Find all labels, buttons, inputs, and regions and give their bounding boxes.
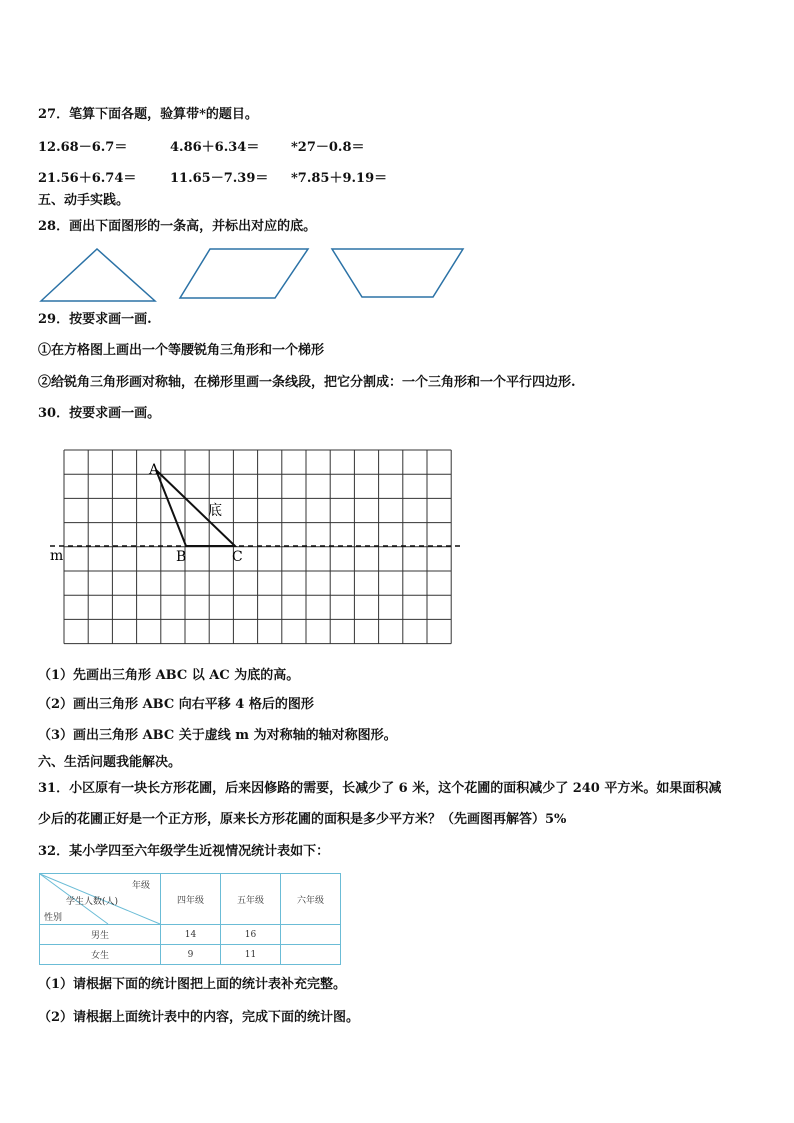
- q27-expr-6: *7.85＋9.19＝: [291, 171, 388, 186]
- section5-heading: 五、动手实践。: [38, 193, 130, 208]
- table-cell: [281, 945, 341, 965]
- q28-title: 28．画出下面图形的一条高，并标出对应的底。: [38, 219, 317, 234]
- parallelogram-shape: [180, 249, 308, 298]
- label-base: 底: [208, 503, 222, 519]
- triangle-shape: [41, 249, 155, 301]
- corner-label-grade: 年级: [132, 881, 151, 891]
- q29-item-1: ①在方格图上画出一个等腰锐角三角形和一个梯形: [38, 343, 325, 358]
- table-row: [40, 945, 341, 965]
- header-grade-5: 五年级: [221, 874, 281, 925]
- q30-item-2: （2）画出三角形 ABC 向右平移 4 格后的图形: [38, 697, 314, 712]
- q30-item-3: （3）画出三角形 ABC 关于虚线 m 为对称轴的轴对称图形。: [38, 728, 397, 743]
- header-grade-6: 六年级: [281, 874, 341, 925]
- label-b: B: [176, 549, 187, 565]
- q27-expr-2: 4.86＋6.34＝: [170, 140, 260, 155]
- corner-label-count: 学生人数(人): [66, 897, 119, 907]
- table-row: [40, 925, 341, 945]
- q30-item-1: （1）先画出三角形 ABC 以 AC 为底的高。: [38, 668, 300, 683]
- q31-line-2: 少后的花圃正好是一个正方形，原来长方形花圃的面积是多少平方米？（先画图再解答）5%: [38, 812, 567, 827]
- triangle-abc: [156, 470, 235, 546]
- q32-title: 32．某小学四至六年级学生近视情况统计表如下：: [38, 844, 330, 859]
- q27-title: 27．笔算下面各题，验算带*的题目。: [38, 107, 258, 122]
- table-cell: 11: [221, 945, 281, 965]
- q29-item-2: ②给锐角三角形画对称轴，在梯形里画一条线段，把它分割成：一个三角形和一个平行四边形.: [38, 375, 576, 390]
- statistics-table: [39, 873, 341, 965]
- table-cell: 14: [161, 925, 221, 945]
- row-label-girls: 女生: [40, 945, 161, 965]
- q32-item-1: （1）请根据下面的统计图把上面的统计表补充完整。: [38, 977, 347, 992]
- q28-shapes: [0, 245, 794, 305]
- label-m: m: [50, 548, 64, 564]
- label-a: A: [149, 462, 160, 478]
- q27-expr-5: 11.65－7.39＝: [170, 171, 269, 186]
- corner-label-gender: 性别: [44, 913, 63, 923]
- q30-grid-figure: [50, 445, 470, 645]
- q27-expr-1: 12.68－6.7＝: [38, 140, 128, 155]
- header-grade-4: 四年级: [161, 874, 221, 925]
- q30-title: 30．按要求画一画。: [38, 406, 161, 421]
- q29-title: 29．按要求画一画.: [38, 312, 152, 327]
- table-cell: 9: [161, 945, 221, 965]
- trapezoid-shape: [332, 249, 463, 297]
- table-corner-cell: [40, 874, 161, 925]
- q32-item-2: （2）请根据上面统计表中的内容，完成下面的统计图。: [38, 1010, 360, 1025]
- label-c: C: [232, 549, 243, 565]
- q27-expr-4: 21.56＋6.74＝: [38, 171, 137, 186]
- square-grid: [64, 450, 451, 644]
- q31-line-1: 31．小区原有一块长方形花圃，后来因修路的需要，长减少了 6 米，这个花圃的面积减少了 240 平方米。如果面积减: [38, 781, 722, 796]
- section6-heading: 六、生活问题我能解决。: [38, 755, 182, 770]
- row-label-boys: 男生: [40, 925, 161, 945]
- table-cell: 16: [221, 925, 281, 945]
- q27-expr-3: *27－0.8＝: [291, 140, 365, 155]
- table-cell: [281, 925, 341, 945]
